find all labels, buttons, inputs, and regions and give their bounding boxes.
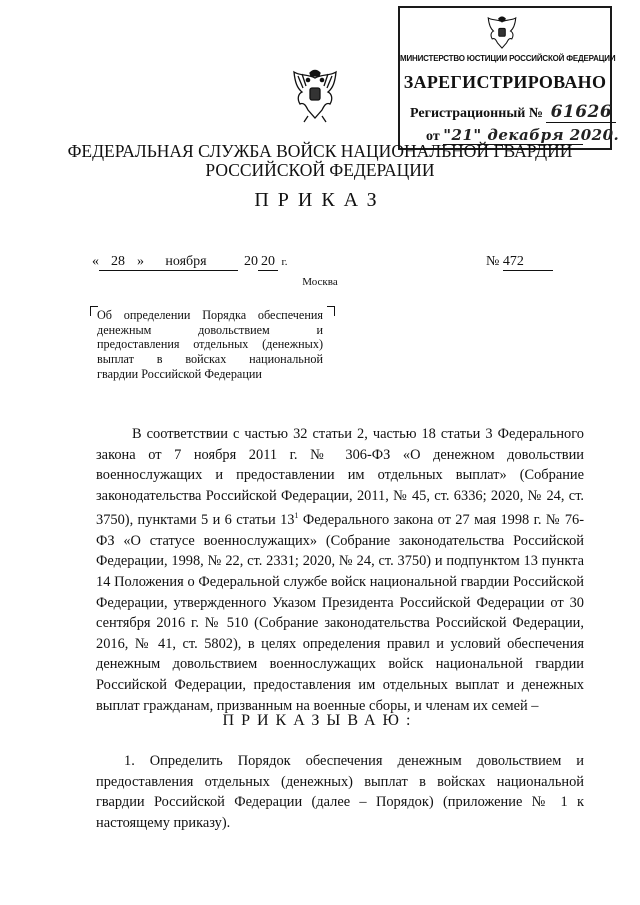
order-subject <box>97 308 323 382</box>
stamp-number-row <box>410 102 616 123</box>
order-item-1: 1. Определить Порядок обеспечения денежным довольствием и предоставления отдельных (денежных) выплат в войсках национальной гвардии Российской Федерации (далее – Порядок) (приложение № 1 к настоящему приказу). <box>96 753 584 831</box>
agency-line-2: РОССИЙСКОЙ ФЕДЕРАЦИИ <box>205 160 435 180</box>
date-day-field: « 28 » <box>92 254 144 269</box>
subject-line: выплат в войсках национальной <box>97 352 323 367</box>
subject-line: Об определении Порядка обеспечения <box>97 308 323 322</box>
stamp-date-prefix: от <box>426 129 440 144</box>
stamp-date-handwritten: "21" декабря 2020. <box>443 126 620 144</box>
article-superscript: 1 <box>294 511 299 521</box>
order-directive-word: ПРИКАЗЫВАЮ: <box>222 712 418 729</box>
coat-of-arms-icon <box>290 66 340 124</box>
stamp-reg-label: Регистрационный № <box>410 106 543 121</box>
date-year-prefix: 20 <box>244 254 258 269</box>
order-number-label: № <box>486 254 500 269</box>
subject-bracket-right <box>327 306 335 316</box>
stamp-registered-text: ЗАРЕГИСТРИРОВАНО <box>403 72 607 92</box>
date-month-field <box>134 254 238 271</box>
subject-line: предоставления отдельных (денежных) <box>97 337 323 352</box>
registration-stamp <box>398 6 620 150</box>
preamble-paragraph <box>96 424 584 716</box>
subject-line: денежным довольствием и <box>97 322 323 337</box>
stamp-reg-number: 61626 <box>546 102 616 123</box>
date-month: ноября <box>134 254 238 271</box>
agency-line-1: ФЕДЕРАЛЬНАЯ СЛУЖБА ВОЙСК НАЦИОНАЛЬНОЙ ГВАРДИИ <box>67 141 573 161</box>
date-year-field <box>244 254 288 271</box>
order-number: 472 <box>503 254 553 271</box>
subject-line: гвардии Российской Федерации <box>97 366 262 381</box>
preamble-text-b: Федерального закона от 27 мая 1998 г. № 76-ФЗ «О статусе военнослужащих» (Собрание законодательства Российской Федерации, 1998, № 22, ст. 2331; 2020, № 24, ст. 3750) и подпунктом 13 пункта 14 Положения о Федеральной службе войск национальной гвардии Российской Федерации, утвержденного Указом Президента Российской Федерации от 30 сентября 2016 г. № 510 (Собрание законодательства Российской Федерации, 2016, № 41, ст. 5802), в целях определения правил и условий обеспечения денежным довольствием военнослужащих войск национальной гвардии Российской Федерации, предоставления им отдельных выплат и денежных выплат гражданам, призванным на военные сборы, и членам их семей – <box>96 512 584 714</box>
date-day: 28 <box>99 254 137 271</box>
order-number-field <box>486 254 553 271</box>
date-year-suffix: 20 <box>258 254 278 271</box>
date-year-abbr: г. <box>281 256 288 268</box>
stamp-emblem-icon <box>485 14 519 52</box>
document-type-title: ПРИКАЗ <box>254 189 386 211</box>
agency-name <box>0 142 640 180</box>
stamp-ministry-text: МИНИСТЕРСТВО ЮСТИЦИИ РОССИЙСКОЙ ФЕДЕРАЦИИ <box>400 54 616 63</box>
preamble-text-a: В соответствии с частью 32 статьи 2, частью 18 статьи 3 Федерального закона от 7 ноября 2011 г. № 306-ФЗ «О денежном довольствии военнослужащих и предоставлении им отдельных выплат» (Собрание законодательства Российской Федерации, 2011, № 45, ст. 6336; 2020, № 24, ст. 3750), пунктами 5 и 6 статьи 13 <box>96 426 584 529</box>
city-name: Москва <box>302 276 338 288</box>
